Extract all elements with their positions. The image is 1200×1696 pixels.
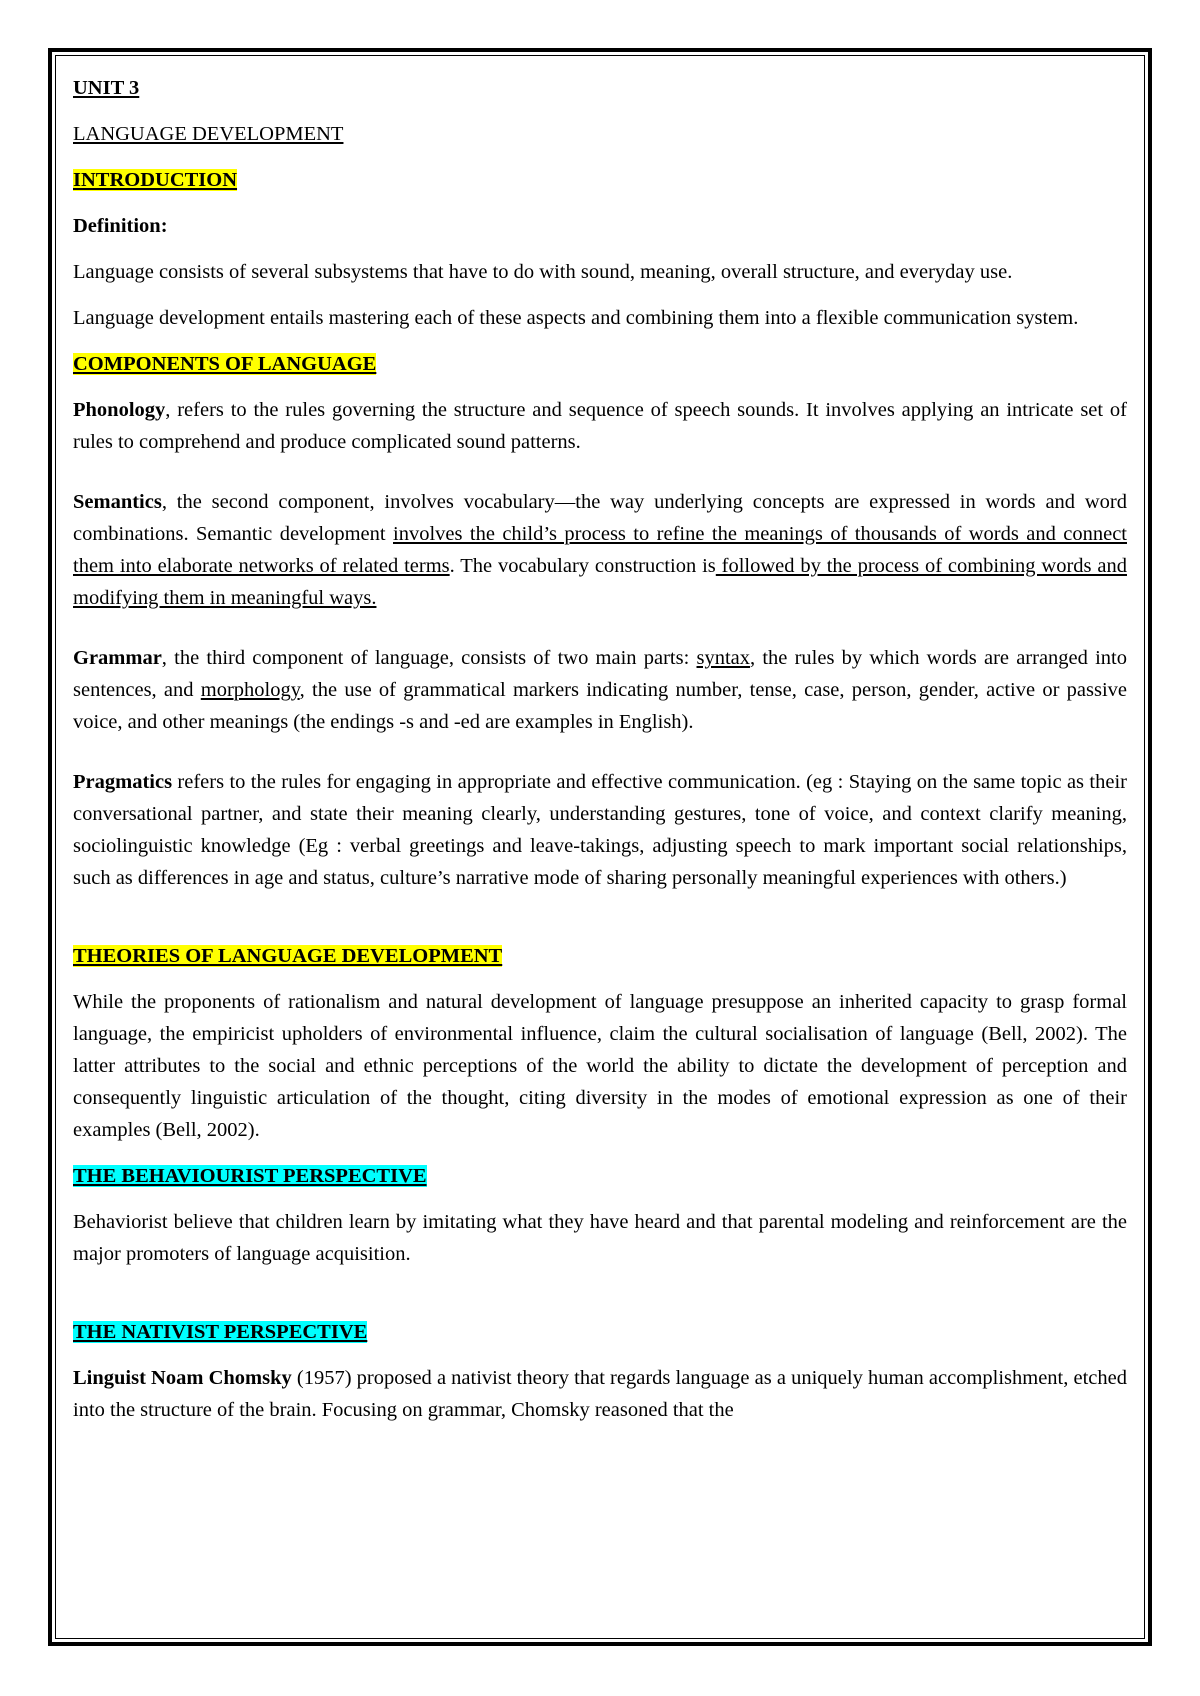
grammar-term: Grammar <box>73 647 162 669</box>
theories-heading: THEORIES OF LANGUAGE DEVELOPMENT <box>73 945 503 967</box>
theories-paragraph: While the proponents of rationalism and natural development of language presuppose an inherited capacity to grasp formal language, the empiricist upholders of environmental influence, claim the cultural socialisation of language (Bell, 2002). The latter attributes to the social and ethnic perceptions of the world the ability to dictate the development of perception and consequently linguistic articulation of the thought, citing diversity in the modes of emotional expression as one of their examples (Bell, 2002). <box>73 991 1127 1141</box>
grammar-paragraph: Grammar, the third component of language, consists of two main parts: syntax, the rules by which words are arranged into sentences, and morphology, the use of grammatical markers indicating number, tense, case, person, gender, active or passive voice, and other meanings (the endings -s and -ed are examples in English). <box>73 647 1127 733</box>
components-heading: COMPONENTS OF LANGUAGE <box>73 353 377 375</box>
intro-paragraph-1: Language consists of several subsystems that have to do with sound, meaning, overall structure, and everyday use. <box>73 261 1013 283</box>
unit-title: UNIT 3 <box>73 77 140 99</box>
intro-heading: INTRODUCTION <box>73 169 238 191</box>
phonology-term: Phonology <box>73 399 166 421</box>
main-title: LANGUAGE DEVELOPMENT <box>73 123 344 145</box>
behaviourist-heading: THE BEHAVIOURIST PERSPECTIVE <box>73 1165 427 1187</box>
semantics-term: Semantics <box>73 491 162 513</box>
pragmatics-paragraph: Pragmatics refers to the rules for engaging in appropriate and effective communication. (eg : Staying on the same topic as their conversational partner, and state their meaning clearly, understanding gestures, tone of voice, and context clarify meaning, sociolinguistic knowledge (Eg : verbal greetings and leave-takings, adjusting speech to mark important social relationships, such as differences in age and status, culture’s narrative mode of sharing personally meaningful experiences with others.) <box>73 771 1127 889</box>
intro-paragraph-2: Language development entails mastering each of these aspects and combining them into a flexible communication system. <box>73 307 1079 329</box>
pragmatics-term: Pragmatics <box>73 771 173 793</box>
behaviourist-paragraph: Behaviorist believe that children learn by imitating what they have heard and that parental modeling and reinforcement are the major promoters of language acquisition. <box>73 1211 1127 1265</box>
nativist-paragraph: Linguist Noam Chomsky (1957) proposed a nativist theory that regards language as a uniquely human accomplishment, etched into the structure of the brain. Focusing on grammar, Chomsky reasoned that the <box>73 1367 1127 1421</box>
semantics-paragraph: Semantics, the second component, involves vocabulary—the way underlying concepts are expressed in words and word combinations. Semantic development involves the child’s process to refine the meanings of thousands of words and connect them into elaborate networks of related terms. The vocabulary construction is followed by the process of combining words and modifying them in meaningful ways. <box>73 491 1127 609</box>
nativist-heading: THE NATIVIST PERSPECTIVE <box>73 1321 368 1343</box>
definition-label: Definition: <box>73 215 168 237</box>
phonology-paragraph: Phonology, refers to the rules governing the structure and sequence of speech sounds. It involves applying an intricate set of rules to comprehend and produce complicated sound patterns. <box>73 399 1127 453</box>
document-body <box>73 72 1127 1426</box>
chomsky-term: Linguist Noam Chomsky <box>73 1367 292 1389</box>
